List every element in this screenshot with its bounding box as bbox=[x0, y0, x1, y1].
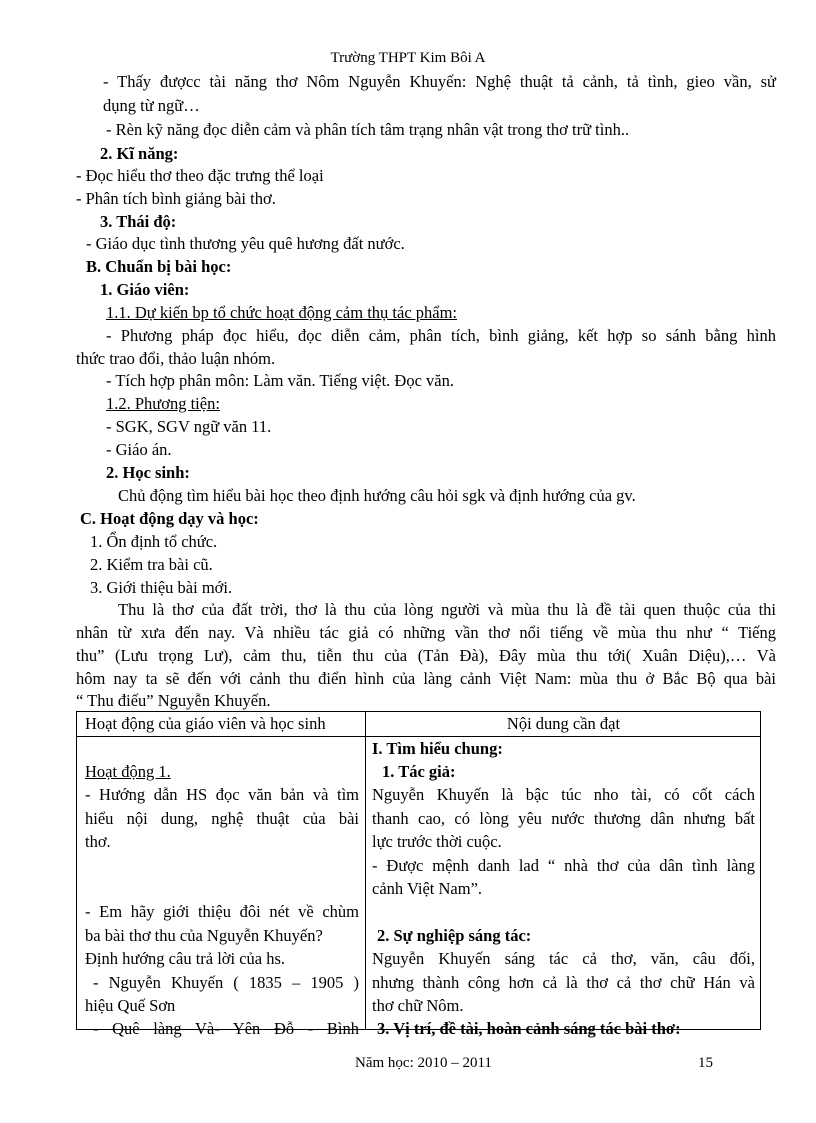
attitude-heading: 3. Thái độ: bbox=[100, 212, 177, 231]
left-line-9: - Quê làng Và- Yên Đỗ - Bình bbox=[93, 1019, 359, 1038]
intro-paragraph-line-1: Thu là thơ của đất trời, thơ là thu của lòng người và mùa thu là đề tài quen thuộc của thi bbox=[118, 600, 776, 619]
footer-page-number: 15 bbox=[698, 1055, 713, 1071]
table-header-activity: Hoạt động của giáo viên và học sinh bbox=[85, 714, 326, 733]
left-line-5: ba bài thơ thu của Nguyễn Khuyến? bbox=[85, 926, 323, 945]
left-line-6: Định hướng câu trả lời của hs. bbox=[85, 949, 286, 968]
right-heading-2: 1. Tác giả: bbox=[382, 762, 456, 781]
right-heading-1: I. Tìm hiểu chung: bbox=[372, 739, 503, 758]
left-line-4: - Em hãy giới thiệu đôi nét về chùm bbox=[85, 902, 359, 921]
left-line-8: hiệu Quế Sơn bbox=[85, 996, 176, 1015]
intro-line-2: dụng từ ngữ… bbox=[103, 96, 200, 115]
intro-paragraph-line-4: hôm nay ta sẽ đến với cảnh thu điển hình của làng cảnh Việt Nam: mùa thu ở Bắc Bộ qua bài bbox=[76, 669, 776, 688]
skills-item-1: - Đọc hiểu thơ theo đặc trưng thể loại bbox=[76, 166, 324, 185]
sub2-heading: 1.2. Phương tiện: bbox=[106, 394, 220, 413]
right-line-4: - Được mệnh danh lad “ nhà thơ của dân tình làng bbox=[372, 856, 755, 875]
activity-label: Hoạt động 1. bbox=[85, 762, 171, 781]
section-c-heading: C. Hoạt động dạy và học: bbox=[80, 509, 259, 528]
student-heading: 2. Học sinh: bbox=[106, 463, 190, 482]
sub2-item-2: - Giáo án. bbox=[106, 440, 172, 459]
section-c-item-3: 3. Giới thiệu bài mới. bbox=[90, 578, 233, 597]
sub2-item-1: - SGK, SGV ngữ văn 11. bbox=[106, 417, 272, 436]
intro-paragraph-line-5: “ Thu điếu” Nguyễn Khuyến. bbox=[76, 691, 271, 710]
skills-item-2: - Phân tích bình giảng bài thơ. bbox=[76, 189, 276, 208]
sub1-line-1: - Phương pháp đọc hiểu, đọc diễn cảm, phân tích, bình giảng, kết hợp so sánh bằng hình bbox=[106, 326, 776, 345]
table-header-content: Nội dung cần đạt bbox=[506, 714, 621, 733]
left-line-1: - Hướng dẫn HS đọc văn bản và tìm bbox=[85, 785, 359, 804]
right-line-8: thơ chữ Nôm. bbox=[372, 996, 464, 1015]
right-heading-3: 2. Sự nghiệp sáng tác: bbox=[377, 926, 532, 945]
intro-paragraph-line-3: thu” (Lưu trọng Lư), cảm thu, tiễn thu của (Tản Đà), Đây mùa thu tới( Xuân Diệu),… Và bbox=[76, 646, 776, 665]
lesson-table bbox=[76, 711, 761, 1038]
page-header: Trường THPT Kim Bôi A bbox=[330, 50, 486, 66]
sub1-heading: 1.1. Dự kiến bp tổ chức hoạt động cảm thụ tác phẩm: bbox=[106, 303, 458, 322]
teacher-heading: 1. Giáo viên: bbox=[100, 280, 190, 299]
sub1-line-2: thức trao đổi, thảo luận nhóm. bbox=[76, 349, 276, 368]
table-column-divider bbox=[365, 712, 366, 1029]
right-line-5: cảnh Việt Nam”. bbox=[372, 879, 483, 898]
attitude-item-1: - Giáo dục tình thương yêu quê hương đất nước. bbox=[86, 234, 405, 253]
right-line-6: Nguyễn Khuyến sáng tác cả thơ, văn, câu đối, bbox=[372, 949, 755, 968]
section-b-heading: B. Chuẩn bị bài học: bbox=[86, 257, 232, 276]
sub1-line-3: - Tích hợp phân môn: Làm văn. Tiếng việt. Đọc văn. bbox=[106, 371, 454, 390]
student-text: Chủ động tìm hiểu bài học theo định hướng câu hỏi sgk và định hướng của gv. bbox=[118, 486, 636, 505]
right-heading-4: 3. Vị trí, đề tài, hoàn cảnh sáng tác bài thơ: bbox=[377, 1019, 681, 1038]
intro-line-3: - Rèn kỹ năng đọc diễn cảm và phân tích tâm trạng nhân vật trong thơ trữ tình.. bbox=[106, 120, 630, 139]
intro-paragraph-line-2: nhân từ xưa đến nay. Và nhiều tác giả có những vần thơ nổi tiếng về mùa thu như “ Tiếng bbox=[76, 623, 776, 642]
right-line-3: lực trước thời cuộc. bbox=[372, 832, 502, 851]
intro-line-1: - Thấy đượcc tài năng thơ Nôm Nguyễn Khuyến: Nghệ thuật tả cảnh, tả tình, gieo vần, sử bbox=[103, 72, 776, 91]
left-line-2: hiểu nội dung, nghệ thuật của bài bbox=[85, 809, 359, 828]
right-line-2: thanh cao, có lòng yêu nước thương dân nhưng bất bbox=[372, 809, 755, 828]
right-line-7: nhưng thành công hơn cả là thơ cả thơ chữ Hán và bbox=[372, 973, 755, 992]
left-line-3: thơ. bbox=[85, 832, 111, 851]
left-line-7: - Nguyễn Khuyến ( 1835 – 1905 ) bbox=[93, 973, 359, 992]
section-c-item-2: 2. Kiểm tra bài cũ. bbox=[90, 555, 213, 574]
footer-school-year: Năm học: 2010 – 2011 bbox=[355, 1055, 492, 1071]
right-line-1: Nguyễn Khuyến là bậc túc nho tài, có cốt cách bbox=[372, 785, 755, 804]
skills-heading: 2. Kĩ năng: bbox=[100, 144, 179, 163]
section-c-item-1: 1. Ổn định tổ chức. bbox=[90, 532, 218, 551]
